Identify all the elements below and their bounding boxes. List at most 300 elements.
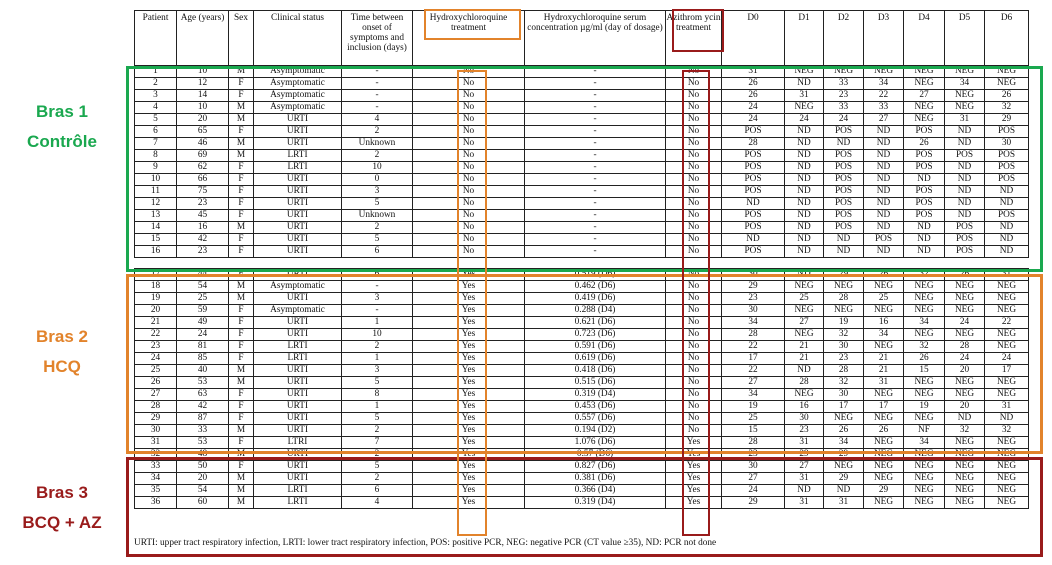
- separator-cell: [824, 258, 864, 269]
- cell-hcq-treatment: Yes: [413, 389, 525, 401]
- cell-time-onset: 4: [342, 497, 413, 509]
- arm1-label-line2: Contrôle: [27, 132, 97, 151]
- cell-clinical-status: Asymptomatic: [254, 281, 342, 293]
- cell-age: 10: [177, 102, 229, 114]
- cell-hcq-serum: 0.381 (D6): [525, 473, 666, 485]
- table-row: [135, 353, 1029, 365]
- cell-time-onset: 5: [342, 413, 413, 425]
- cell-d1: ND: [785, 222, 824, 234]
- table-row: [135, 365, 1029, 377]
- cell-d4: ND: [904, 234, 945, 246]
- cell-clinical-status: LRTI: [254, 162, 342, 174]
- cell-d1: 31: [785, 497, 824, 509]
- cell-d0: 15: [722, 425, 785, 437]
- cell-d3: ND: [864, 162, 904, 174]
- cell-patient: 1: [135, 66, 177, 78]
- cell-d5: ND: [945, 413, 985, 425]
- cell-hcq-treatment: No: [413, 186, 525, 198]
- cell-d6: 22: [985, 317, 1029, 329]
- cell-hcq-treatment: No: [413, 174, 525, 186]
- cell-hcq-serum: 0.418 (D6): [525, 365, 666, 377]
- cell-patient: 31: [135, 437, 177, 449]
- cell-d2: 33: [824, 78, 864, 90]
- cell-d1: ND: [785, 78, 824, 90]
- cell-d6: ND: [985, 198, 1029, 210]
- cell-sex: M: [229, 365, 254, 377]
- cell-azithromycin: No: [666, 353, 722, 365]
- cell-d2: NEG: [824, 305, 864, 317]
- cell-d1: ND: [785, 234, 824, 246]
- cell-time-onset: 2: [342, 425, 413, 437]
- cell-d2: 28: [824, 365, 864, 377]
- cell-clinical-status: URTI: [254, 365, 342, 377]
- col-header-clinical-status: Clinical status: [254, 11, 342, 66]
- cell-d5: POS: [945, 246, 985, 258]
- cell-d4: POS: [904, 150, 945, 162]
- cell-d1: NEG: [785, 305, 824, 317]
- cell-d1: 28: [785, 377, 824, 389]
- cell-d6: NEG: [985, 78, 1029, 90]
- cell-clinical-status: URTI: [254, 401, 342, 413]
- table-row: [135, 281, 1029, 293]
- cell-sex: F: [229, 341, 254, 353]
- cell-d3: NEG: [864, 305, 904, 317]
- cell-patient: 14: [135, 222, 177, 234]
- cell-patient: 28: [135, 401, 177, 413]
- cell-d0: 26: [722, 78, 785, 90]
- table-row: [135, 138, 1029, 150]
- cell-hcq-treatment: Yes: [413, 329, 525, 341]
- cell-azithromycin: No: [666, 246, 722, 258]
- cell-sex: F: [229, 234, 254, 246]
- cell-age: 45: [177, 210, 229, 222]
- cell-azithromycin: No: [666, 210, 722, 222]
- cell-d0: 23: [722, 293, 785, 305]
- cell-d3: 21: [864, 353, 904, 365]
- cell-age: 66: [177, 174, 229, 186]
- cell-hcq-treatment: No: [413, 210, 525, 222]
- cell-d3: NEG: [864, 461, 904, 473]
- cell-d0: POS: [722, 222, 785, 234]
- cell-sex: F: [229, 437, 254, 449]
- cell-d3: NEG: [864, 389, 904, 401]
- cell-hcq-treatment: Yes: [413, 377, 525, 389]
- cell-sex: M: [229, 425, 254, 437]
- cell-hcq-serum: -: [525, 210, 666, 222]
- cell-d5: NEG: [945, 305, 985, 317]
- cell-time-onset: 2: [342, 222, 413, 234]
- cell-d3: NEG: [864, 281, 904, 293]
- cell-hcq-serum: -: [525, 198, 666, 210]
- cell-d4: NEG: [904, 78, 945, 90]
- cell-sex: M: [229, 449, 254, 461]
- cell-azithromycin: Yes: [666, 485, 722, 497]
- cell-d3: 34: [864, 78, 904, 90]
- cell-d0: POS: [722, 210, 785, 222]
- cell-d4: NEG: [904, 114, 945, 126]
- cell-d3: ND: [864, 150, 904, 162]
- cell-d6: NEG: [985, 329, 1029, 341]
- cell-d0: 25: [722, 413, 785, 425]
- cell-hcq-treatment: Yes: [413, 365, 525, 377]
- cell-clinical-status: URTI: [254, 425, 342, 437]
- cell-hcq-treatment: No: [413, 222, 525, 234]
- cell-d3: 25: [864, 293, 904, 305]
- cell-d3: NEG: [864, 473, 904, 485]
- cell-d3: NEG: [864, 497, 904, 509]
- cell-hcq-serum: -: [525, 102, 666, 114]
- cell-d0: 29: [722, 281, 785, 293]
- cell-d1: 21: [785, 353, 824, 365]
- cell-patient: 6: [135, 126, 177, 138]
- cell-hcq-serum: -: [525, 90, 666, 102]
- cell-time-onset: Unknown: [342, 210, 413, 222]
- cell-hcq-serum: 0.194 (D2): [525, 425, 666, 437]
- cell-d5: 26: [945, 269, 985, 281]
- cell-d2: POS: [824, 162, 864, 174]
- cell-d6: POS: [985, 174, 1029, 186]
- cell-hcq-serum: 0.319 (D4): [525, 389, 666, 401]
- cell-d3: 26: [864, 269, 904, 281]
- cell-d1: NEG: [785, 389, 824, 401]
- cell-time-onset: 3: [342, 186, 413, 198]
- cell-patient: 21: [135, 317, 177, 329]
- col-header-sex: Sex: [229, 11, 254, 66]
- cell-patient: 26: [135, 377, 177, 389]
- cell-sex: F: [229, 461, 254, 473]
- cell-azithromycin: No: [666, 329, 722, 341]
- table-row: [135, 102, 1029, 114]
- cell-azithromycin: No: [666, 186, 722, 198]
- cell-d0: ND: [722, 198, 785, 210]
- cell-age: 49: [177, 317, 229, 329]
- table-row: [135, 437, 1029, 449]
- cell-azithromycin: No: [666, 413, 722, 425]
- cell-patient: 35: [135, 485, 177, 497]
- cell-d0: 22: [722, 365, 785, 377]
- cell-time-onset: 1: [342, 401, 413, 413]
- cell-d3: NEG: [864, 449, 904, 461]
- cell-clinical-status: URTI: [254, 246, 342, 258]
- cell-patient: 33: [135, 461, 177, 473]
- cell-hcq-serum: -: [525, 174, 666, 186]
- cell-d2: 31: [824, 497, 864, 509]
- cell-d0: 28: [722, 437, 785, 449]
- cell-d4: 32: [904, 269, 945, 281]
- cell-patient: 4: [135, 102, 177, 114]
- cell-clinical-status: Asymptomatic: [254, 102, 342, 114]
- cell-age: 87: [177, 413, 229, 425]
- cell-d1: NEG: [785, 102, 824, 114]
- cell-hcq-treatment: Yes: [413, 317, 525, 329]
- cell-d4: POS: [904, 162, 945, 174]
- cell-time-onset: -: [342, 305, 413, 317]
- cell-d2: 29: [824, 449, 864, 461]
- cell-d0: 24: [722, 485, 785, 497]
- cell-age: 54: [177, 485, 229, 497]
- cell-clinical-status: URTI: [254, 377, 342, 389]
- cell-d3: 29: [864, 485, 904, 497]
- col-header-d3: D3: [864, 11, 904, 66]
- cell-d1: NEG: [785, 329, 824, 341]
- cell-hcq-serum: 0.453 (D6): [525, 401, 666, 413]
- cell-d4: POS: [904, 126, 945, 138]
- cell-d4: 26: [904, 353, 945, 365]
- cell-time-onset: 1: [342, 353, 413, 365]
- table-row: [135, 210, 1029, 222]
- cell-hcq-treatment: No: [413, 150, 525, 162]
- cell-d2: 30: [824, 389, 864, 401]
- cell-time-onset: 4: [342, 114, 413, 126]
- cell-d3: ND: [864, 126, 904, 138]
- cell-d2: 32: [824, 377, 864, 389]
- cell-d1: ND: [785, 210, 824, 222]
- cell-d4: ND: [904, 174, 945, 186]
- cell-hcq-treatment: No: [413, 246, 525, 258]
- cell-d5: 31: [945, 114, 985, 126]
- cell-d0: 28: [722, 329, 785, 341]
- cell-d2: 23: [824, 353, 864, 365]
- cell-age: 12: [177, 78, 229, 90]
- table-row: [135, 449, 1029, 461]
- cell-hcq-treatment: Yes: [413, 293, 525, 305]
- cell-azithromycin: No: [666, 234, 722, 246]
- cell-d1: 29: [785, 449, 824, 461]
- cell-time-onset: 5: [342, 198, 413, 210]
- cell-d2: POS: [824, 174, 864, 186]
- cell-d6: NEG: [985, 389, 1029, 401]
- separator-cell: [864, 258, 904, 269]
- cell-age: 48: [177, 449, 229, 461]
- cell-hcq-serum: -: [525, 150, 666, 162]
- cell-sex: F: [229, 317, 254, 329]
- cell-time-onset: -: [342, 78, 413, 90]
- cell-d1: 27: [785, 461, 824, 473]
- cell-d0: 29: [722, 497, 785, 509]
- table-row: [135, 66, 1029, 78]
- table-row: [135, 150, 1029, 162]
- cell-d2: NEG: [824, 461, 864, 473]
- cell-hcq-treatment: No: [413, 234, 525, 246]
- cell-hcq-serum: 0.57 (D6): [525, 449, 666, 461]
- cell-d0: POS: [722, 174, 785, 186]
- cell-d4: 32: [904, 341, 945, 353]
- cell-d4: 15: [904, 365, 945, 377]
- cell-azithromycin: No: [666, 102, 722, 114]
- table-row: [135, 389, 1029, 401]
- cell-d1: 31: [785, 437, 824, 449]
- table-row: [135, 126, 1029, 138]
- cell-d2: 33: [824, 102, 864, 114]
- cell-sex: M: [229, 222, 254, 234]
- cell-d0: 17: [722, 353, 785, 365]
- cell-time-onset: 6: [342, 269, 413, 281]
- cell-hcq-treatment: Yes: [413, 341, 525, 353]
- cell-time-onset: -: [342, 66, 413, 78]
- cell-azithromycin: No: [666, 401, 722, 413]
- cell-d5: NEG: [945, 90, 985, 102]
- cell-time-onset: 2: [342, 473, 413, 485]
- cell-sex: M: [229, 377, 254, 389]
- cell-sex: M: [229, 150, 254, 162]
- cell-patient: 24: [135, 353, 177, 365]
- table-row: [135, 341, 1029, 353]
- cell-d5: NEG: [945, 473, 985, 485]
- col-header-d1: D1: [785, 11, 824, 66]
- cell-hcq-treatment: No: [413, 78, 525, 90]
- col-header-hcq-treatment: Hydroxychloroquine treatment: [413, 11, 525, 66]
- cell-time-onset: 0: [342, 174, 413, 186]
- cell-azithromycin: No: [666, 138, 722, 150]
- cell-hcq-treatment: Yes: [413, 437, 525, 449]
- cell-d1: 25: [785, 293, 824, 305]
- cell-patient: 15: [135, 234, 177, 246]
- col-header-azithromycin: Azithrom ycin treatment: [666, 11, 722, 66]
- cell-clinical-status: URTI: [254, 198, 342, 210]
- cell-azithromycin: No: [666, 78, 722, 90]
- cell-d0: 34: [722, 389, 785, 401]
- col-header-d4: D4: [904, 11, 945, 66]
- cell-d6: POS: [985, 126, 1029, 138]
- arm3-label-line1: Bras 3: [36, 483, 88, 502]
- cell-hcq-treatment: No: [413, 90, 525, 102]
- cell-d4: NEG: [904, 449, 945, 461]
- cell-sex: F: [229, 126, 254, 138]
- cell-d2: 32: [824, 329, 864, 341]
- cell-age: 53: [177, 437, 229, 449]
- cell-d5: 28: [945, 341, 985, 353]
- cell-clinical-status: URTI: [254, 449, 342, 461]
- cell-d6: ND: [985, 246, 1029, 258]
- cell-d4: NEG: [904, 497, 945, 509]
- cell-d4: NEG: [904, 305, 945, 317]
- cell-sex: F: [229, 90, 254, 102]
- cell-sex: F: [229, 413, 254, 425]
- cell-d3: 27: [864, 114, 904, 126]
- cell-clinical-status: URTI: [254, 317, 342, 329]
- cell-d0: 26: [722, 90, 785, 102]
- cell-azithromycin: No: [666, 174, 722, 186]
- cell-time-onset: -: [342, 281, 413, 293]
- cell-hcq-serum: -: [525, 222, 666, 234]
- table-row: [135, 78, 1029, 90]
- cell-clinical-status: URTI: [254, 234, 342, 246]
- cell-time-onset: 2: [342, 341, 413, 353]
- cell-azithromycin: Yes: [666, 497, 722, 509]
- table-row: [135, 461, 1029, 473]
- table-row: [135, 198, 1029, 210]
- cell-d3: ND: [864, 174, 904, 186]
- cell-clinical-status: URTI: [254, 210, 342, 222]
- cell-sex: F: [229, 401, 254, 413]
- cell-clinical-status: URTI: [254, 293, 342, 305]
- cell-sex: F: [229, 174, 254, 186]
- cell-d5: ND: [945, 162, 985, 174]
- cell-d6: NEG: [985, 437, 1029, 449]
- cell-age: 60: [177, 497, 229, 509]
- cell-d1: ND: [785, 150, 824, 162]
- cell-d0: POS: [722, 186, 785, 198]
- cell-d0: 24: [722, 102, 785, 114]
- cell-d0: 28: [722, 138, 785, 150]
- separator-cell: [177, 258, 229, 269]
- cell-d1: ND: [785, 246, 824, 258]
- cell-d1: 31: [785, 473, 824, 485]
- cell-d0: POS: [722, 150, 785, 162]
- table-footnote: URTI: upper tract respiratory infection, LRTI: lower tract respiratory infection, POS: positive PCR, NEG: negative PCR (CT value ≥35), ND: PCR not done: [134, 538, 717, 548]
- cell-d2: 30: [824, 341, 864, 353]
- cell-time-onset: 3: [342, 365, 413, 377]
- cell-azithromycin: No: [666, 389, 722, 401]
- cell-patient: 10: [135, 174, 177, 186]
- cell-sex: M: [229, 281, 254, 293]
- col-header-age: Age (years): [177, 11, 229, 66]
- cell-d1: ND: [785, 138, 824, 150]
- table-row: [135, 497, 1029, 509]
- cell-d1: ND: [785, 186, 824, 198]
- cell-d2: ND: [824, 234, 864, 246]
- col-header-d5: D5: [945, 11, 985, 66]
- cell-clinical-status: URTI: [254, 413, 342, 425]
- cell-d0: 30: [722, 461, 785, 473]
- cell-clinical-status: Asymptomatic: [254, 90, 342, 102]
- cell-hcq-treatment: No: [413, 138, 525, 150]
- cell-d6: NEG: [985, 449, 1029, 461]
- cell-d1: ND: [785, 198, 824, 210]
- cell-clinical-status: URTI: [254, 473, 342, 485]
- cell-d6: 32: [985, 425, 1029, 437]
- cell-hcq-serum: -: [525, 138, 666, 150]
- cell-hcq-treatment: No: [413, 102, 525, 114]
- cell-age: 20: [177, 114, 229, 126]
- cell-d6: ND: [985, 222, 1029, 234]
- cell-time-onset: 5: [342, 377, 413, 389]
- cell-d5: NEG: [945, 449, 985, 461]
- header-row: [135, 11, 1029, 66]
- cell-time-onset: 2: [342, 150, 413, 162]
- cell-hcq-treatment: Yes: [413, 413, 525, 425]
- cell-time-onset: 10: [342, 162, 413, 174]
- table-row: [135, 305, 1029, 317]
- cell-d0: 27: [722, 473, 785, 485]
- cell-d3: NEG: [864, 413, 904, 425]
- cell-d5: ND: [945, 174, 985, 186]
- cell-d3: 34: [864, 329, 904, 341]
- separator-cell: [413, 258, 525, 269]
- cell-d2: 26: [824, 425, 864, 437]
- cell-sex: F: [229, 198, 254, 210]
- table-row: [135, 413, 1029, 425]
- cell-azithromycin: No: [666, 162, 722, 174]
- cell-d6: NEG: [985, 473, 1029, 485]
- cell-patient: 25: [135, 365, 177, 377]
- arm3-label: [0, 478, 124, 538]
- cell-age: 16: [177, 222, 229, 234]
- cell-d6: 26: [985, 90, 1029, 102]
- cell-azithromycin: No: [666, 114, 722, 126]
- cell-age: 81: [177, 341, 229, 353]
- cell-d2: POS: [824, 126, 864, 138]
- cell-age: 23: [177, 198, 229, 210]
- cell-d1: ND: [785, 365, 824, 377]
- cell-d3: ND: [864, 222, 904, 234]
- cell-azithromycin: No: [666, 198, 722, 210]
- cell-age: 63: [177, 389, 229, 401]
- cell-d3: ND: [864, 186, 904, 198]
- cell-d0: 30: [722, 269, 785, 281]
- cell-age: 42: [177, 401, 229, 413]
- cell-d4: NEG: [904, 102, 945, 114]
